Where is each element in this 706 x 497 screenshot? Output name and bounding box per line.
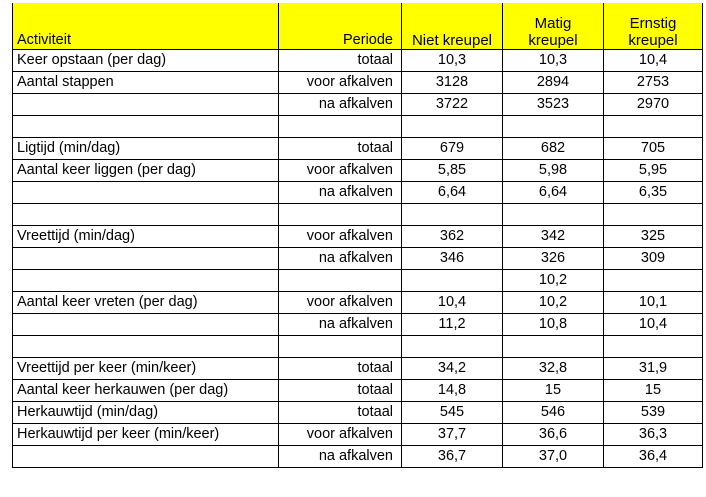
cell-not-lame: 36,7: [402, 446, 503, 468]
cell-period: na afkalven: [279, 182, 402, 204]
cell-period: na afkalven: [279, 314, 402, 336]
cell-severely-lame: [604, 204, 703, 226]
header-period: [279, 1, 402, 50]
table-row: [13, 94, 703, 116]
lameness-activity-table: [12, 0, 703, 468]
cell-moderately-lame: 10,2: [503, 270, 604, 292]
header-row: [13, 1, 703, 50]
cell-period: na afkalven: [279, 94, 402, 116]
cell-not-lame: 6,64: [402, 182, 503, 204]
cell-severely-lame: [604, 336, 703, 358]
cell-activity: Aantal keer liggen (per dag): [13, 160, 279, 182]
cell-moderately-lame: 682: [503, 138, 604, 160]
cell-severely-lame: 10,4: [604, 314, 703, 336]
cell-period: voor afkalven: [279, 72, 402, 94]
cell-severely-lame: 15: [604, 380, 703, 402]
cell-period: voor afkalven: [279, 292, 402, 314]
header-severely-lame-line2: kreupel: [628, 32, 678, 49]
header-period-label: Periode: [343, 32, 393, 48]
cell-severely-lame: 705: [604, 138, 703, 160]
cell-not-lame: 3722: [402, 94, 503, 116]
cell-not-lame: 10,4: [402, 292, 503, 314]
header-not-lame-label: Niet kreupel: [411, 32, 493, 49]
cell-period: voor afkalven: [279, 226, 402, 248]
cell-moderately-lame: 5,98: [503, 160, 604, 182]
cell-moderately-lame: 37,0: [503, 446, 604, 468]
cell-moderately-lame: 36,6: [503, 424, 604, 446]
table-row: [13, 314, 703, 336]
cell-severely-lame: 6,35: [604, 182, 703, 204]
header-activity-label: Activiteit: [17, 32, 71, 48]
cell-period: totaal: [279, 138, 402, 160]
cell-not-lame: 34,2: [402, 358, 503, 380]
cell-period: [279, 336, 402, 358]
cell-period: [279, 116, 402, 138]
table-row: [13, 358, 703, 380]
cell-period: totaal: [279, 402, 402, 424]
cell-not-lame: 3128: [402, 72, 503, 94]
cell-moderately-lame: 342: [503, 226, 604, 248]
cell-period: totaal: [279, 358, 402, 380]
cell-moderately-lame: [503, 116, 604, 138]
header-severely-lame: [604, 1, 703, 50]
cell-moderately-lame: 10,8: [503, 314, 604, 336]
cell-activity: Herkauwtijd (min/dag): [13, 402, 279, 424]
cell-activity: [13, 204, 279, 226]
table-row: [13, 50, 703, 72]
cell-moderately-lame: 10,3: [503, 50, 604, 72]
cell-not-lame: [402, 116, 503, 138]
cell-moderately-lame: [503, 204, 604, 226]
cell-activity: [13, 446, 279, 468]
cell-activity: Ligtijd (min/dag): [13, 138, 279, 160]
cell-activity: Herkauwtijd per keer (min/keer): [13, 424, 279, 446]
cell-moderately-lame: 3523: [503, 94, 604, 116]
cell-activity: [13, 94, 279, 116]
cell-moderately-lame: 10,2: [503, 292, 604, 314]
cell-severely-lame: 309: [604, 248, 703, 270]
cell-not-lame: [402, 336, 503, 358]
table-row: [13, 204, 703, 226]
cell-severely-lame: 5,95: [604, 160, 703, 182]
header-severely-lame-line1: Ernstig: [629, 15, 677, 32]
cell-moderately-lame: 15: [503, 380, 604, 402]
cell-severely-lame: 10,1: [604, 292, 703, 314]
cell-activity: [13, 314, 279, 336]
table-row: [13, 160, 703, 182]
table-row: [13, 182, 703, 204]
cell-moderately-lame: 6,64: [503, 182, 604, 204]
cell-period: voor afkalven: [279, 160, 402, 182]
cell-activity: [13, 270, 279, 292]
cell-not-lame: 37,7: [402, 424, 503, 446]
cell-period: na afkalven: [279, 446, 402, 468]
cell-period: totaal: [279, 50, 402, 72]
cell-period: voor afkalven: [279, 424, 402, 446]
cell-severely-lame: [604, 116, 703, 138]
table-row: [13, 226, 703, 248]
cell-activity: [13, 116, 279, 138]
table-row: [13, 336, 703, 358]
header-moderately-lame-line2: kreupel: [528, 32, 578, 49]
table-row: [13, 270, 703, 292]
table-row: [13, 380, 703, 402]
cell-severely-lame: 325: [604, 226, 703, 248]
table-row: [13, 138, 703, 160]
cell-activity: Vreettijd per keer (min/keer): [13, 358, 279, 380]
table-row: [13, 248, 703, 270]
cell-severely-lame: 539: [604, 402, 703, 424]
cell-severely-lame: [604, 270, 703, 292]
cell-not-lame: 362: [402, 226, 503, 248]
table-row: [13, 424, 703, 446]
cell-not-lame: [402, 270, 503, 292]
table-row: [13, 72, 703, 94]
cell-not-lame: 10,3: [402, 50, 503, 72]
cell-period: totaal: [279, 380, 402, 402]
cell-period: [279, 204, 402, 226]
cell-activity: Aantal keer vreten (per dag): [13, 292, 279, 314]
cell-period: [279, 270, 402, 292]
table-row: [13, 292, 703, 314]
cell-moderately-lame: 32,8: [503, 358, 604, 380]
cell-moderately-lame: 326: [503, 248, 604, 270]
cell-severely-lame: 2970: [604, 94, 703, 116]
cell-not-lame: 5,85: [402, 160, 503, 182]
cell-severely-lame: 36,3: [604, 424, 703, 446]
cell-moderately-lame: 546: [503, 402, 604, 424]
table-row: [13, 116, 703, 138]
cell-activity: Keer opstaan (per dag): [13, 50, 279, 72]
cell-moderately-lame: [503, 336, 604, 358]
table-row: [13, 446, 703, 468]
cell-activity: Vreettijd (min/dag): [13, 226, 279, 248]
cell-activity: [13, 182, 279, 204]
cell-not-lame: 11,2: [402, 314, 503, 336]
cell-period: na afkalven: [279, 248, 402, 270]
data-table-container: [12, 0, 703, 468]
header-activity: [13, 1, 279, 50]
cell-not-lame: 679: [402, 138, 503, 160]
cell-severely-lame: 31,9: [604, 358, 703, 380]
cell-severely-lame: 10,4: [604, 50, 703, 72]
header-moderately-lame-line1: Matig: [534, 15, 572, 32]
header-not-lame: [402, 1, 503, 50]
header-moderately-lame: [503, 1, 604, 50]
cell-activity: Aantal keer herkauwen (per dag): [13, 380, 279, 402]
cell-not-lame: 346: [402, 248, 503, 270]
table-row: [13, 402, 703, 424]
cell-activity: Aantal stappen: [13, 72, 279, 94]
cell-not-lame: 14,8: [402, 380, 503, 402]
cell-severely-lame: 2753: [604, 72, 703, 94]
cell-activity: [13, 336, 279, 358]
cell-moderately-lame: 2894: [503, 72, 604, 94]
cell-activity: [13, 248, 279, 270]
cell-severely-lame: 36,4: [604, 446, 703, 468]
cell-not-lame: [402, 204, 503, 226]
top-clip: [0, 0, 706, 3]
cell-not-lame: 545: [402, 402, 503, 424]
